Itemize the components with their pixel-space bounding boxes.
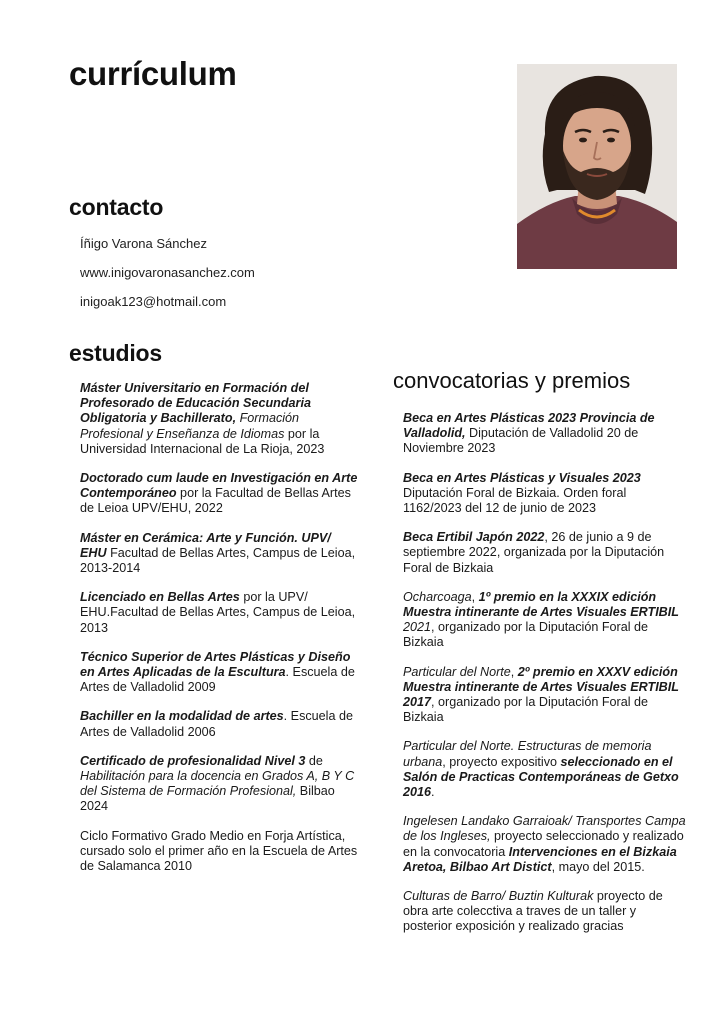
entry-text: , [471, 589, 479, 604]
entry-title: Máster en Cerámica: Arte y Función. UPV/ EHU [80, 530, 331, 560]
entry-text: Bilbao 2024 [80, 784, 335, 814]
contact-email-link[interactable]: inigoak123@hotmail.com [80, 294, 227, 309]
entry-title: Licenciado en Bellas Artes [80, 590, 240, 605]
entry-text: por la Universidad Internacional de La Rioja, 2023 [80, 426, 325, 456]
entry-italic: Culturas de Barro/ Buztin Kulturak [403, 889, 594, 904]
estudios-list [80, 381, 360, 888]
entry-text: por la UPV/ EHU.Facultad de Bellas Artes, Campus de Leioa, 2013 [80, 590, 356, 635]
entry-title: Beca en Artes Plásticas y Visuales 2023 [403, 470, 641, 485]
estudios-entry [80, 829, 360, 875]
entry-text: , organizado por la Diputación Foral de Bizkaia [403, 695, 649, 725]
convocatoria-entry [403, 814, 688, 875]
entry-text: , [510, 664, 518, 679]
contact-website-link[interactable]: www.inigovaronasanchez.com [80, 265, 255, 280]
entry-text: Ciclo Formativo Grado Medio en Forja Artística, cursado solo el primer año en la Escuela de Artes de Salamanca 2010 [80, 828, 358, 874]
entry-text: proyecto seleccionado y realizado en la convocatoria [403, 829, 684, 859]
entry-text: . Escuela de Artes de Valladolid 2006 [80, 709, 353, 739]
entry-title: Certificado de profesionalidad Nivel 3 [80, 753, 306, 768]
entry-title: Máster Universitario en Formación del Profesorado de Educación Secundaria Obligatoria y Bachillerato, [80, 381, 311, 426]
entry-text: . [431, 785, 435, 800]
convocatoria-entry [403, 590, 688, 651]
portrait-image [517, 64, 677, 269]
entry-italic: Habilitación para la docencia en Grados A, B Y C del Sistema de Formación Profesional, [80, 769, 355, 799]
convocatoria-entry [403, 889, 688, 935]
estudios-entry [80, 650, 360, 696]
entry-title: seleccionado en el Salón de Practicas Contemporáneas de Getxo 2016 [403, 754, 679, 800]
entry-title: Bachiller en la modalidad de artes [80, 709, 284, 724]
entry-text: por la Facultad de Bellas Artes de Leioa UPV/EHU, 2022 [80, 486, 351, 516]
contacto-heading: contacto [69, 194, 164, 220]
entry-text: , organizado por la Diputación Foral de Bizkaia [403, 620, 649, 650]
entry-text: Facultad de Bellas Artes, Campus de Leioa, 2013-2014 [80, 545, 356, 576]
entry-italic: Particular del Norte [403, 664, 511, 679]
entry-text: , mayo del 2015. [551, 859, 645, 874]
estudios-entry [80, 754, 360, 815]
entry-italic: Ingelesen Landako Garraioak/ Transportes Campa de los Ingleses, [403, 814, 686, 844]
convocatoria-entry [403, 739, 688, 800]
portrait-photo [517, 64, 677, 269]
entry-text: Diputación Foral de Bizkaia. Orden foral 1162/2023 del 12 de junio de 2023 [403, 485, 627, 516]
entry-text: , proyecto expositivo [442, 754, 561, 769]
convocatorias-heading: convocatorias y premios [393, 368, 631, 393]
estudios-heading: estudios [69, 340, 162, 366]
entry-title: 2º premio en XXXV edición Muestra intinerante de Artes Visuales ERTIBIL 2017 [403, 664, 679, 710]
page-title: currículum [69, 55, 237, 92]
estudios-entry [80, 381, 360, 457]
estudios-entry [80, 471, 360, 517]
entry-italic: 2021 [403, 620, 432, 635]
entry-text: proyecto de obra arte colecctiva a traves de un taller y posterior exposición y realizado gracias [403, 889, 663, 934]
entry-title: Doctorado cum laude en Investigación en Arte Contemporáneo [80, 471, 358, 501]
estudios-entry [80, 531, 360, 577]
convocatoria-entry [403, 411, 688, 457]
convocatoria-entry [403, 471, 688, 517]
entry-text: . Escuela de Artes de Valladolid 2009 [80, 665, 355, 695]
entry-italic: Ocharcoaga [403, 589, 472, 604]
entry-title: Intervenciones en el Bizkaia Aretoa, Bilbao Art Distict [403, 844, 677, 874]
entry-text: de [305, 753, 323, 768]
contact-name: Íñigo Varona Sánchez [80, 236, 207, 251]
convocatoria-entry [403, 530, 688, 576]
convocatorias-list [403, 411, 688, 949]
entry-italic: Formación Profesional y Enseñanza de Idiomas [80, 411, 300, 441]
entry-title: Beca en Artes Plásticas 2023 Provincia de Valladolid, [403, 411, 655, 441]
convocatoria-entry [403, 665, 688, 726]
entry-italic: Particular del Norte. Estructuras de memoria urbana [403, 739, 652, 769]
entry-text: , 26 de junio a 9 de septiembre 2022, organizada por la Diputación Foral de Bizkaia [403, 530, 665, 575]
entry-text: Diputación de Valladolid 20 de Noviembre 2023 [403, 426, 639, 456]
entry-title: 1º premio en la XXXIX edición Muestra intinerante de Artes Visuales ERTIBIL [403, 589, 679, 620]
estudios-entry [80, 590, 360, 636]
entry-title: Técnico Superior de Artes Plásticas y Diseño en Artes Aplicadas de la Escultura [80, 649, 351, 680]
entry-title: Beca Ertibil Japón 2022 [403, 530, 545, 545]
estudios-entry [80, 709, 360, 739]
